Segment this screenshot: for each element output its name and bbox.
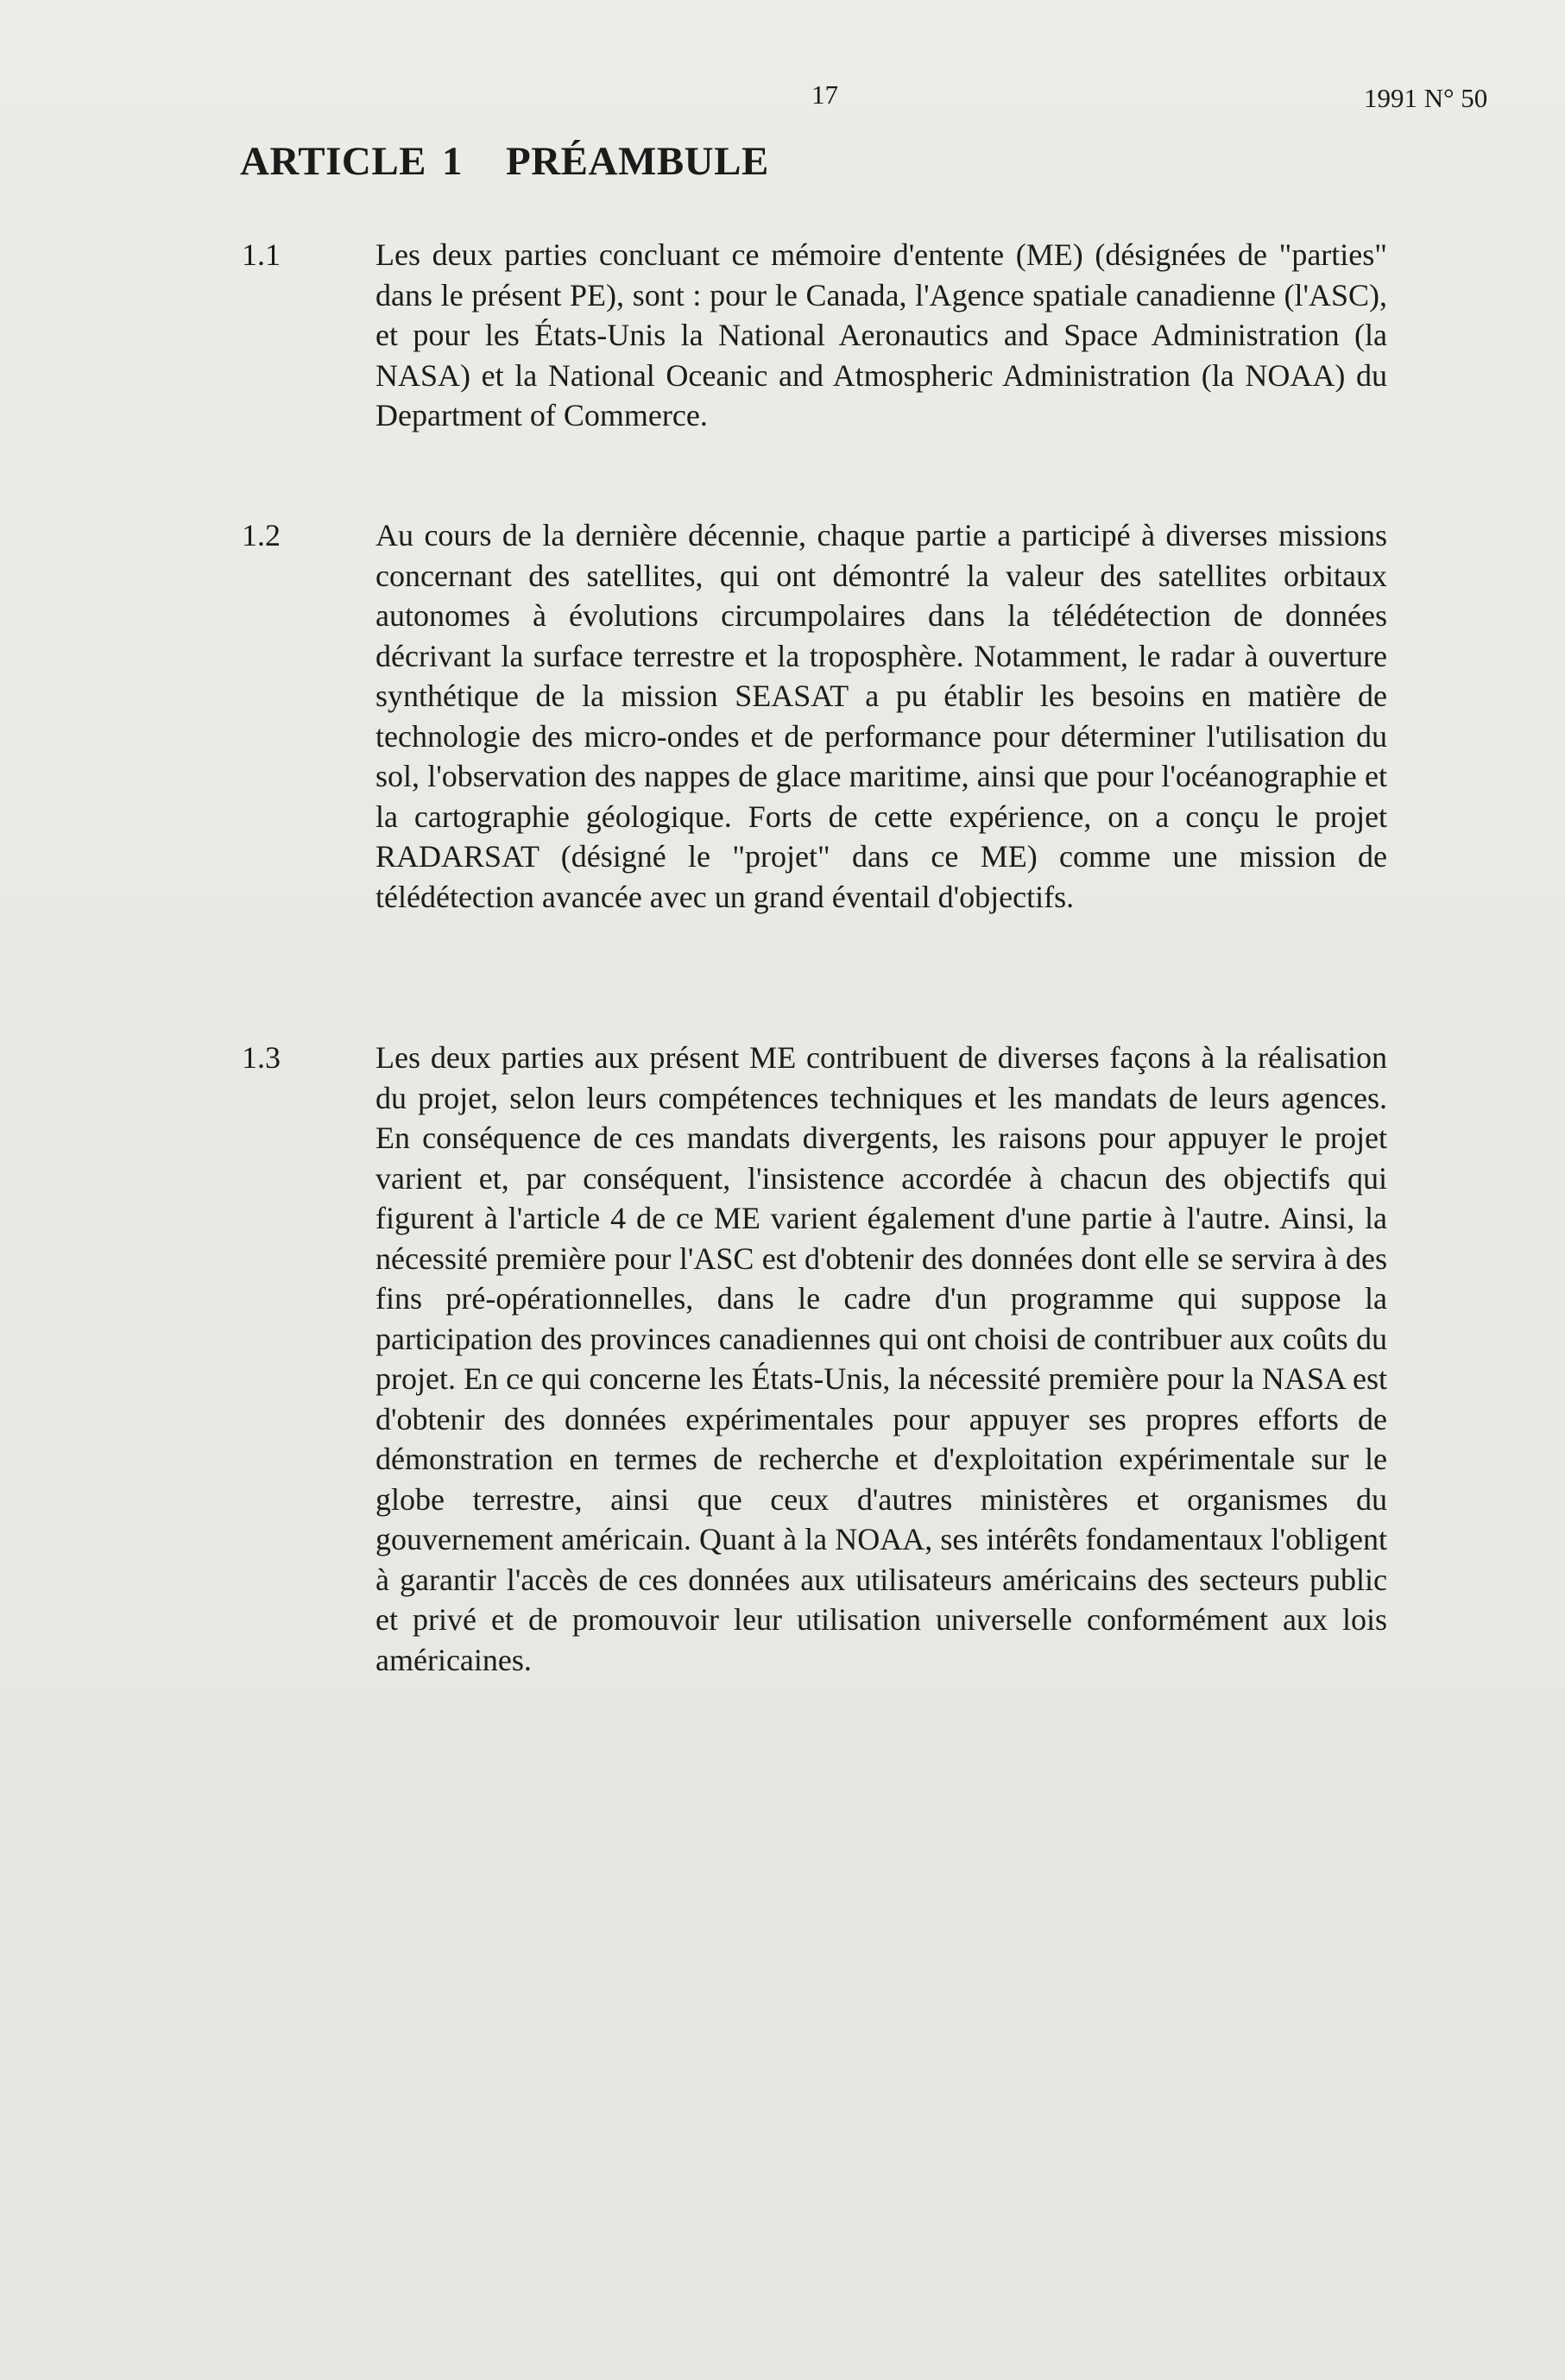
paragraph-number: 1.1 bbox=[242, 237, 281, 272]
paragraph-number: 1.3 bbox=[242, 1040, 281, 1075]
article-heading bbox=[240, 138, 769, 185]
paragraph-text: Les deux parties aux présent ME contribuent de diverses façons à la réalisation du projet, selon leurs compétences techniques et les mandats de leurs agences. En conséquence de ces mandats divergents, les raisons pour appuyer le projet varient et, par conséquent, l'insistence accordée à chacun des objectifs qui figurent à l'article 4 de ce ME varient également d'une partie à l'autre. Ainsi, la nécessité première pour l'ASC est d'obtenir des données dont elle se servira à des fins pré-opérationnelles, dans le cadre d'un programme qui suppose la participation des provinces canadiennes qui ont choisi de contribuer aux coûts du projet. En ce qui concerne les États-Unis, la nécessité première pour la NASA est d'obtenir des données expérimentales pour appuyer ses propres efforts de démonstration en termes de recherche et d'exploitation expérimentale sur le globe terrestre, ainsi que ceux d'autres ministères et organismes du gouvernement américain. Quant à la NOAA, ses intérêts fondamentaux l'obligent à garantir l'accès de ces données aux utilisateurs américains des secteurs public et privé et de promouvoir leur utilisation universelle conformément aux lois américaines. bbox=[375, 1040, 1387, 1677]
article-number: 1 bbox=[442, 139, 464, 184]
document-reference: 1991 N° 50 bbox=[1364, 83, 1488, 113]
article-title: PRÉAMBULE bbox=[506, 139, 769, 184]
paragraph-text: Au cours de la dernière décennie, chaque partie a participé à diverses missions concernant des satellites, qui ont démontré la valeur des satellites orbitaux autonomes à évolutions circumpolaires dans la télédétection de données décrivant la surface terrestre et la troposphère. Notamment, le radar à ouverture synthétique de la mission SEASAT a pu établir les besoins en matière de technologie des micro-ondes et de performance pour déterminer l'utilisation du sol, l'observation des nappes de glace maritime, ainsi que pour l'océanographie et la cartographie géologique. Forts de cette expérience, on a conçu le projet RADARSAT (désigné le "projet" dans ce ME) comme une mission de télédétection avancée avec un grand éventail d'objectifs. bbox=[375, 518, 1387, 914]
page-number: 17 bbox=[811, 79, 838, 110]
paragraph-number: 1.2 bbox=[242, 518, 281, 552]
article-label: ARTICLE bbox=[240, 139, 427, 184]
paragraph-text: Les deux parties concluant ce mémoire d'entente (ME) (désignées de "parties" dans le présent PE), sont : pour le Canada, l'Agence spatiale canadienne (l'ASC), et pour les États-Unis la National Aeronautics and Space Administration (la NASA) et la National Oceanic and Atmospheric Administration (la NOAA) du Department of Commerce. bbox=[375, 237, 1387, 432]
